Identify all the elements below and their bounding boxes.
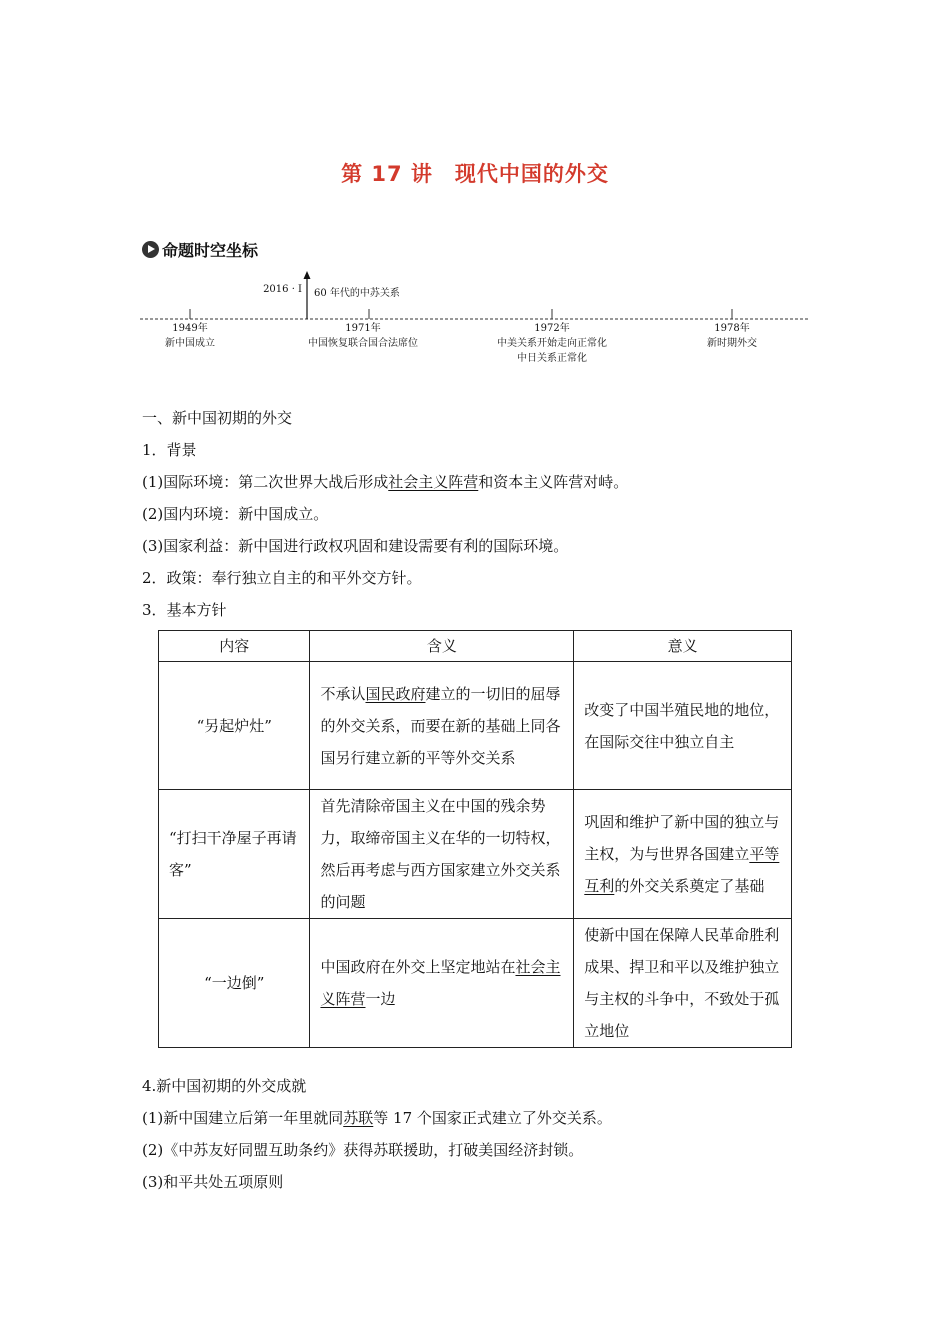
table-header-cell: 意义: [574, 631, 792, 662]
section-heading-label: 命题时空坐标: [162, 240, 259, 260]
significance-cell: 改变了中国半殖民地的地位，在国际交往中独立自主: [574, 662, 792, 790]
timeline-event: 新中国成立: [165, 338, 215, 349]
timeline-event: 中日关系正常化: [517, 353, 587, 364]
timeline-event: 中国恢复联合国合法席位: [308, 338, 418, 349]
achievement-item-3: (3)和平共处五项原则: [142, 1173, 284, 1191]
key-term: 社会主义阵营: [388, 473, 479, 491]
timeline-point: [283, 321, 443, 351]
significance-cell: 巩固和维护了新中国的独立与主权，为与世界各国建立平等互利的外交关系奠定了基础: [574, 790, 792, 919]
achievements-heading: 4.新中国初期的外交成就: [142, 1077, 307, 1095]
timeline-marker-label: 2016 · Ⅰ: [263, 284, 302, 295]
policy-text: 2．政策：奉行独立自主的和平外交方针。: [142, 569, 422, 587]
timeline-event: 中美关系开始走向正常化: [497, 338, 607, 349]
content-cell: “打扫干净屋子再请客”: [159, 790, 310, 919]
timeline-event: 新时期外交: [707, 338, 757, 349]
table-header-cell: 内容: [159, 631, 310, 662]
content-cell: “一边倒”: [159, 919, 310, 1048]
timeline-point: [652, 321, 812, 351]
timeline-marker-note: 60 年代的中苏关系: [314, 288, 400, 299]
timeline-point: [110, 321, 270, 351]
timeline-year: 1972年: [534, 323, 570, 334]
page-title: 第 17 讲 现代中国的外交: [341, 162, 609, 186]
timeline-year: 1971年: [345, 323, 381, 334]
background-item-1: (1)国际环境：第二次世界大战后形成社会主义阵营和资本主义阵营对峙。: [142, 473, 629, 491]
table-header-cell: 含义: [310, 631, 574, 662]
achievement-item-1: (1)新中国建立后第一年里就同苏联等 17 个国家正式建立了外交关系。: [142, 1109, 612, 1127]
background-heading: 1．背景: [142, 441, 197, 459]
background-item-3: (3)国家利益：新中国进行政权巩固和建设需要有利的国际环境。: [142, 537, 569, 555]
section-heading: [142, 238, 258, 260]
table-row: [159, 790, 792, 919]
table-row: [159, 919, 792, 1048]
meaning-cell: 中国政府在外交上坚定地站在社会主义阵营一边: [310, 919, 574, 1048]
timeline-year: 1949年: [172, 323, 208, 334]
principles-table: [158, 630, 792, 1048]
achievement-item-2: (2)《中苏友好同盟互助条约》获得苏联援助，打破美国经济封锁。: [142, 1141, 584, 1159]
arrow-up-icon: [304, 271, 311, 279]
key-term: 国民政府: [365, 684, 426, 703]
content-cell: “另起炉灶”: [159, 662, 310, 790]
table-header-row: [159, 631, 792, 662]
table-row: [159, 662, 792, 790]
principle-heading: 3．基本方针: [142, 601, 227, 619]
timeline-year: 1978年: [714, 323, 750, 334]
meaning-cell: 首先清除帝国主义在中国的残余势力，取缔帝国主义在华的一切特权，然后再考虑与西方国家建立外交关系的问题: [310, 790, 574, 919]
key-term: 苏联: [343, 1109, 374, 1127]
key-term: 社会主义阵营: [320, 958, 561, 1008]
background-item-2: (2)国内环境：新中国成立。: [142, 505, 329, 523]
play-icon: [142, 241, 159, 258]
meaning-cell: 不承认国民政府建立的一切旧的屈辱的外交关系，而要在新的基础上同各国另行建立新的平等外交关系: [310, 662, 574, 790]
timeline-point: [472, 321, 632, 366]
part-heading: 一、新中国初期的外交: [142, 409, 293, 427]
significance-cell: 使新中国在保障人民革命胜利成果、捍卫和平以及维护独立与主权的斗争中，不致处于孤立地位: [574, 919, 792, 1048]
key-term: 平等互利: [584, 845, 780, 895]
